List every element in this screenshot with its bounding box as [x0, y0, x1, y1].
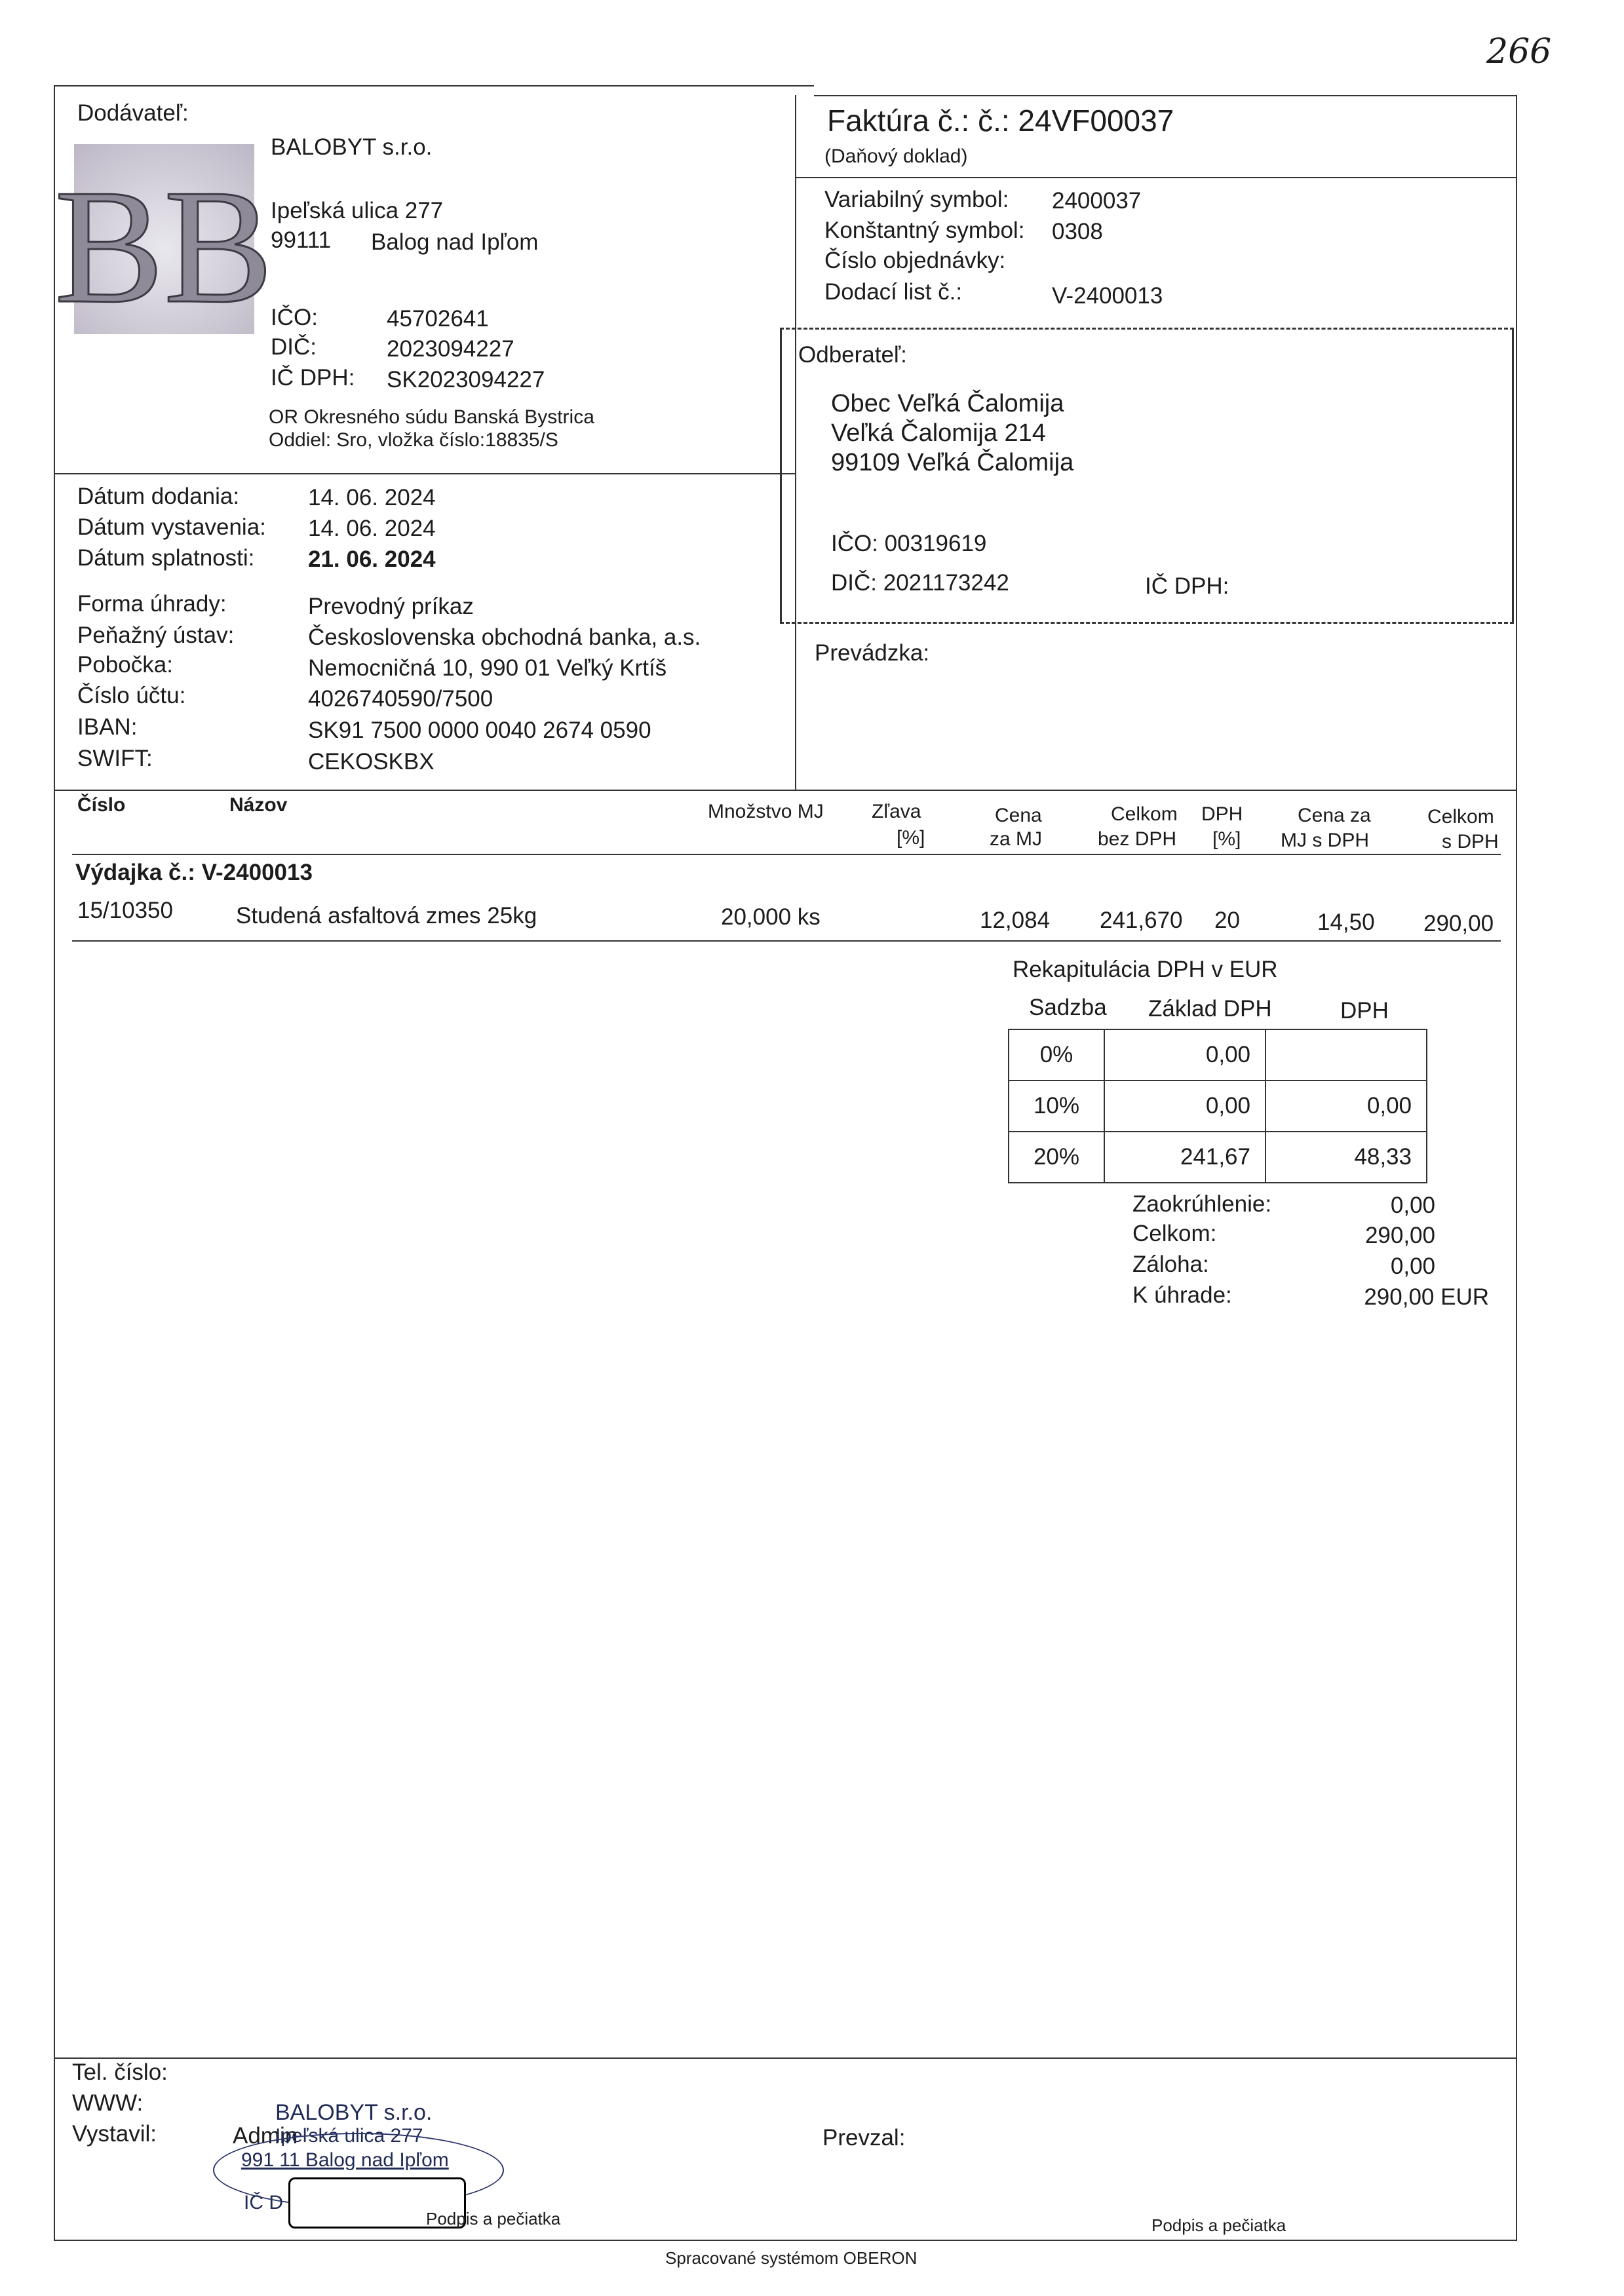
customer-name: Obec Veľká Čalomija [831, 390, 1064, 417]
recap-rate: 0% [1009, 1029, 1104, 1081]
th-dph-1: DPH [1201, 803, 1243, 825]
frame-left [54, 85, 55, 2241]
item-name: Studená asfaltová zmes 25kg [236, 903, 537, 928]
recap-base: 0,00 [1104, 1081, 1266, 1132]
th-dph-2: [%] [1212, 828, 1241, 850]
payment-method-label: Forma úhrady: [77, 591, 227, 617]
account-value: 4026740590/7500 [308, 686, 493, 712]
th-zlava-2: [%] [897, 827, 925, 849]
supplier-name: BALOBYT s.r.o. [271, 134, 433, 160]
frame-top-right [814, 95, 1517, 96]
vs-label: Variabilný symbol: [824, 187, 1009, 212]
customer-street: Veľká Čalomija 214 [831, 419, 1046, 447]
table-header-line [72, 854, 1501, 855]
recap-row [1009, 1029, 1427, 1081]
delivery-note-label: Dodací list č.: [824, 279, 963, 305]
supplier-dic-label: DIČ: [271, 334, 317, 360]
recap-row [1009, 1132, 1427, 1183]
issued-by-label: Vystavil: [72, 2121, 157, 2147]
th-cena-1: Cena [995, 805, 1042, 826]
customer-label: Odberateľ: [798, 342, 907, 368]
iban-value: SK91 7500 0000 0040 2674 0590 [308, 718, 651, 743]
th-celkom-2: bez DPH [1098, 828, 1177, 850]
invoice-title-line [795, 177, 1516, 178]
supplier-logo [54, 144, 273, 337]
bank-label: Peňažný ústav: [77, 622, 235, 648]
system-note: Spracované systémom OBERON [665, 2248, 918, 2268]
supplier-street: Ipeľská ulica 277 [271, 198, 444, 223]
stamp-icdph: IČ D [244, 2192, 283, 2213]
issuer-sign-label: Podpis a pečiatka [426, 2209, 561, 2229]
item-qty: 20,000 ks [721, 904, 821, 930]
establishment-label: Prevádzka: [815, 640, 930, 666]
recap-vat: 48,33 [1266, 1132, 1427, 1183]
supplier-icdph-label: IČ DPH: [271, 365, 355, 391]
recap-title: Rekapitulácia DPH v EUR [1013, 957, 1278, 982]
supplier-icdph: SK2023094227 [387, 367, 545, 392]
branch-value: Nemocničná 10, 990 01 Veľký Krtíš [308, 655, 667, 681]
branch-label: Pobočka: [77, 652, 173, 678]
header-bottom-line [54, 790, 1516, 791]
account-label: Číslo účtu: [77, 683, 186, 708]
stamp-city: 991 11 Balog nad Ipľom [241, 2149, 449, 2171]
th-mnozstvo: Množstvo MJ [708, 801, 824, 822]
swift-value: CEKOSKBX [308, 749, 435, 775]
item-code: 15/10350 [77, 898, 173, 923]
item-unit-price-vat: 14,50 [1317, 909, 1375, 935]
recap-row [1009, 1081, 1427, 1132]
invoice-subtitle: (Daňový doklad) [824, 145, 968, 167]
recap-vat: 0,00 [1266, 1081, 1427, 1132]
date-due: 21. 06. 2024 [308, 546, 436, 572]
amount-due-value: 290,00 EUR [1364, 1284, 1489, 1310]
invoice-title: Faktúra č.: č.: 24VF00037 [827, 104, 1174, 138]
stamp-name: BALOBYT s.r.o. [275, 2100, 433, 2125]
advance-value: 0,00 [1390, 1253, 1435, 1279]
date-delivery-label: Dátum dodania: [77, 484, 240, 509]
supplier-register-2: Oddiel: Sro, vložka číslo:18835/S [269, 429, 558, 451]
supplier-ico: 45702641 [387, 306, 489, 332]
recap-vat [1266, 1029, 1427, 1081]
th-zlava-1: Zľava [872, 801, 921, 822]
th-cislo: Číslo [77, 794, 126, 816]
ks-value: 0308 [1052, 219, 1103, 244]
recap-h-base: Základ DPH [1148, 996, 1272, 1022]
th-nazov: Názov [229, 794, 288, 816]
frame-right [1516, 95, 1517, 2241]
item-unit-price: 12,084 [980, 908, 1051, 933]
group-label: Výdajka č.: V-2400013 [75, 860, 313, 885]
supplier-register-1: OR Okresného súdu Banská Bystrica [269, 406, 594, 428]
supplier-zip: 99111 [271, 227, 332, 253]
logo-text: BB [54, 156, 273, 337]
amount-due-label: K úhrade: [1132, 1282, 1232, 1308]
swift-label: SWIFT: [77, 746, 153, 771]
customer-ico: IČO: 00319619 [831, 531, 987, 556]
ks-label: Konštantný symbol: [824, 218, 1025, 243]
th-cenadph-2: MJ s DPH [1281, 830, 1369, 851]
advance-label: Záloha: [1132, 1252, 1209, 1277]
th-cenadph-1: Cena za [1298, 805, 1371, 826]
supplier-city: Balog nad Ipľom [371, 229, 539, 255]
date-delivery: 14. 06. 2024 [308, 485, 436, 510]
www-label: WWW: [72, 2090, 144, 2116]
vs-value: 2400037 [1052, 188, 1142, 214]
stamp-street: Ipeľská ulica 277 [275, 2125, 423, 2147]
item-total-net: 241,670 [1100, 908, 1183, 933]
order-label: Číslo objednávky: [824, 248, 1006, 273]
date-due-label: Dátum splatnosti: [77, 545, 255, 571]
customer-dic: DIČ: 2021173242 [831, 570, 1009, 596]
item-total-vat: 290,00 [1423, 911, 1494, 936]
delivery-note-value: V-2400013 [1052, 283, 1163, 309]
supplier-dic: 2023094227 [387, 336, 514, 362]
recap-h-rate: Sadzba [1029, 995, 1107, 1020]
tel-label: Tel. číslo: [72, 2059, 168, 2085]
footer-top-line [54, 2057, 1516, 2059]
th-celkomdph-2: s DPH [1442, 831, 1499, 852]
th-cena-2: za MJ [990, 828, 1043, 850]
table-row-line [72, 940, 1501, 942]
th-celkomdph-1: Celkom [1427, 806, 1494, 828]
recap-base: 241,67 [1104, 1132, 1266, 1183]
supplier-label: Dodávateľ: [77, 100, 189, 126]
handwritten-page-number: 266 [1486, 32, 1552, 71]
customer-city: 99109 Veľká Čalomija [831, 449, 1074, 476]
footer-bottom-line [54, 2240, 1516, 2241]
item-vat-pct: 20 [1214, 908, 1240, 933]
recap-rate: 10% [1009, 1081, 1104, 1132]
total-value: 290,00 [1364, 1223, 1435, 1248]
recap-rate: 20% [1009, 1132, 1104, 1183]
customer-icdph: IČ DPH: [1145, 573, 1229, 599]
payment-method: Prevodný príkaz [308, 594, 474, 619]
receiver-sign-label: Podpis a pečiatka [1151, 2215, 1286, 2235]
th-celkom-1: Celkom [1111, 803, 1178, 825]
date-issue-label: Dátum vystavenia: [77, 514, 266, 540]
received-label: Prevzal: [822, 2125, 906, 2151]
rounding-label: Zaokrúhlenie: [1132, 1191, 1272, 1217]
recap-base: 0,00 [1104, 1029, 1266, 1081]
iban-label: IBAN: [77, 714, 138, 740]
company-stamp [210, 2094, 505, 2225]
bank-name: Československa obchodná banka, a.s. [308, 624, 701, 650]
issued-by: Admin [233, 2123, 298, 2149]
supplier-bottom-line [54, 473, 795, 474]
recap-h-vat: DPH [1340, 998, 1389, 1024]
rounding-value: 0,00 [1390, 1193, 1435, 1218]
recap-table [1008, 1029, 1427, 1183]
frame-top-left [54, 85, 814, 86]
total-label: Celkom: [1132, 1221, 1217, 1246]
date-issue: 14. 06. 2024 [308, 516, 436, 541]
supplier-ico-label: IČO: [271, 305, 318, 330]
